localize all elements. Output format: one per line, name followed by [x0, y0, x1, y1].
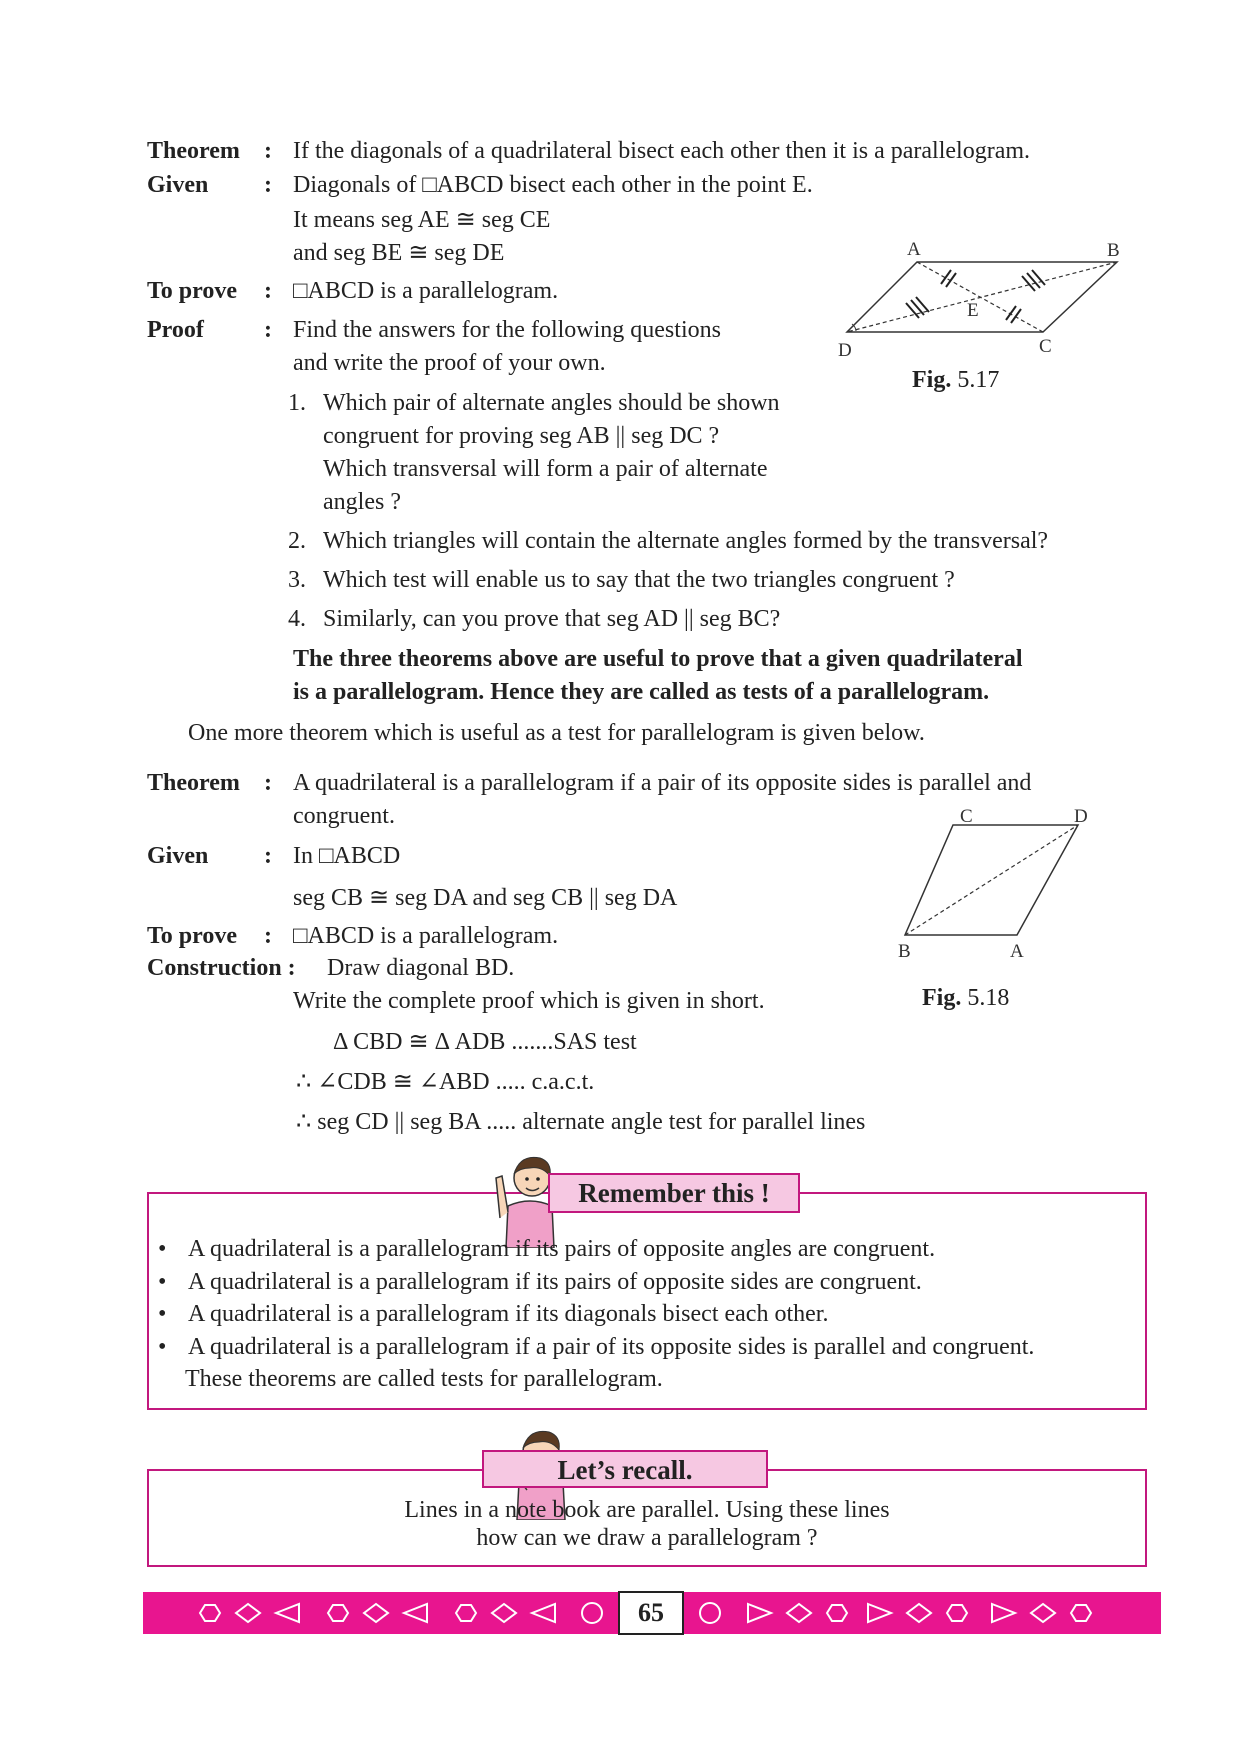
colon: :	[264, 138, 272, 164]
question-line: Which test will enable us to say that the two triangles congruent ?	[323, 567, 955, 593]
theorem-label: Theorem	[147, 138, 240, 164]
bullet-symbol: •	[158, 1269, 167, 1295]
recall-title: Let’s recall.	[482, 1450, 768, 1488]
vertex-label: A	[1010, 941, 1024, 962]
bullet-text: A quadrilateral is a parallelogram if its diagonals bisect each other.	[188, 1301, 829, 1327]
construction-label: Construction :	[147, 955, 296, 981]
question-line: congruent for proving seg AB || seg DC ?	[323, 423, 720, 449]
theorem-label: Theorem	[147, 770, 240, 796]
proof-step: Δ CBD ≅ Δ ADB .......SAS test	[333, 1029, 637, 1055]
page-number: 65	[618, 1591, 684, 1635]
theorem-line: congruent.	[293, 803, 395, 829]
given-label: Given	[147, 843, 209, 869]
vertex-label: C	[1039, 336, 1052, 357]
colon: :	[264, 172, 272, 198]
question-line: angles ?	[323, 489, 401, 515]
bullet-text: A quadrilateral is a parallelogram if its pairs of opposite sides are congruent.	[188, 1269, 922, 1295]
proof-intro-line: and write the proof of your own.	[293, 350, 606, 376]
proof-label: Proof	[147, 317, 204, 343]
colon: :	[264, 317, 272, 343]
bold-note-line: The three theorems above are useful to prove that a given quadrilateral	[293, 646, 1023, 672]
question-number: 4.	[288, 606, 306, 632]
figure-5-17	[830, 236, 1130, 366]
vertex-label: C	[960, 806, 973, 827]
bullet-text: A quadrilateral is a parallelogram if its pairs of opposite angles are congruent.	[188, 1236, 936, 1262]
vertex-label: A	[907, 239, 921, 260]
bullet-symbol: •	[158, 1334, 167, 1360]
figure-caption-number: 5.18	[967, 985, 1010, 1011]
bullet-symbol: •	[158, 1301, 167, 1327]
question-line: Which pair of alternate angles should be shown	[323, 390, 780, 416]
theorem-line: A quadrilateral is a parallelogram if a pair of its opposite sides is parallel and	[293, 770, 1032, 796]
question-number: 3.	[288, 567, 306, 593]
construction-text: Draw diagonal BD.	[327, 955, 515, 981]
question-number: 2.	[288, 528, 306, 554]
colon: :	[264, 278, 272, 304]
transition-text: One more theorem which is useful as a test for parallelogram is given below.	[188, 720, 925, 746]
colon: :	[264, 843, 272, 869]
given-label: Given	[147, 172, 209, 198]
given-line: It means seg AE ≅ seg CE	[293, 207, 551, 233]
bullet-symbol: •	[158, 1236, 167, 1262]
question-line: Which transversal will form a pair of alternate	[323, 456, 768, 482]
remember-closing: These theorems are called tests for parallelogram.	[185, 1366, 663, 1392]
figure-caption	[922, 985, 1009, 1012]
given-line: and seg BE ≅ seg DE	[293, 240, 505, 266]
bold-note-line: is a parallelogram. Hence they are called as tests of a parallelogram.	[293, 679, 990, 705]
vertex-label: B	[1107, 240, 1120, 261]
remember-title: Remember this !	[548, 1173, 800, 1213]
toprove-text: □ABCD is a parallelogram.	[293, 923, 559, 949]
colon: :	[264, 770, 272, 796]
proof-step: ∴ seg CD || seg BA ..... alternate angle test for parallel lines	[296, 1109, 866, 1135]
colon: :	[264, 923, 272, 949]
proof-step: ∴ ∠CDB ≅ ∠ABD ..... c.a.c.t.	[296, 1069, 595, 1095]
given-line: seg CB ≅ seg DA and seg CB || seg DA	[293, 885, 678, 911]
theorem-text: If the diagonals of a quadrilateral bisect each other then it is a parallelogram.	[293, 138, 1031, 164]
proof-intro-line: Find the answers for the following questions	[293, 317, 721, 343]
recall-line: Lines in a note book are parallel. Using these lines	[404, 1497, 890, 1523]
figure-caption-bold: Fig.	[912, 367, 952, 393]
vertex-label: D	[838, 340, 852, 361]
question-line: Which triangles will contain the alternate angles formed by the transversal?	[323, 528, 1049, 554]
question-line: Similarly, can you prove that seg AD || seg BC?	[323, 606, 781, 632]
vertex-label: B	[898, 941, 911, 962]
bullet-text: A quadrilateral is a parallelogram if a pair of its opposite sides is parallel and congruent.	[188, 1334, 1035, 1360]
recall-line: how can we draw a parallelogram ?	[476, 1525, 818, 1551]
figure-5-18	[890, 800, 1100, 965]
given-line: Diagonals of □ABCD bisect each other in the point E.	[293, 172, 813, 198]
figure-caption	[912, 367, 999, 394]
given-line: In □ABCD	[293, 843, 401, 869]
figure-caption-bold: Fig.	[922, 985, 962, 1011]
question-number: 1.	[288, 390, 306, 416]
vertex-label: E	[967, 300, 979, 321]
figure-caption-number: 5.17	[957, 367, 1000, 393]
proof-intro: Write the complete proof which is given in short.	[293, 988, 765, 1014]
toprove-label: To prove	[147, 923, 238, 949]
vertex-label: D	[1074, 806, 1088, 827]
toprove-text: □ABCD is a parallelogram.	[293, 278, 559, 304]
toprove-label: To prove	[147, 278, 238, 304]
